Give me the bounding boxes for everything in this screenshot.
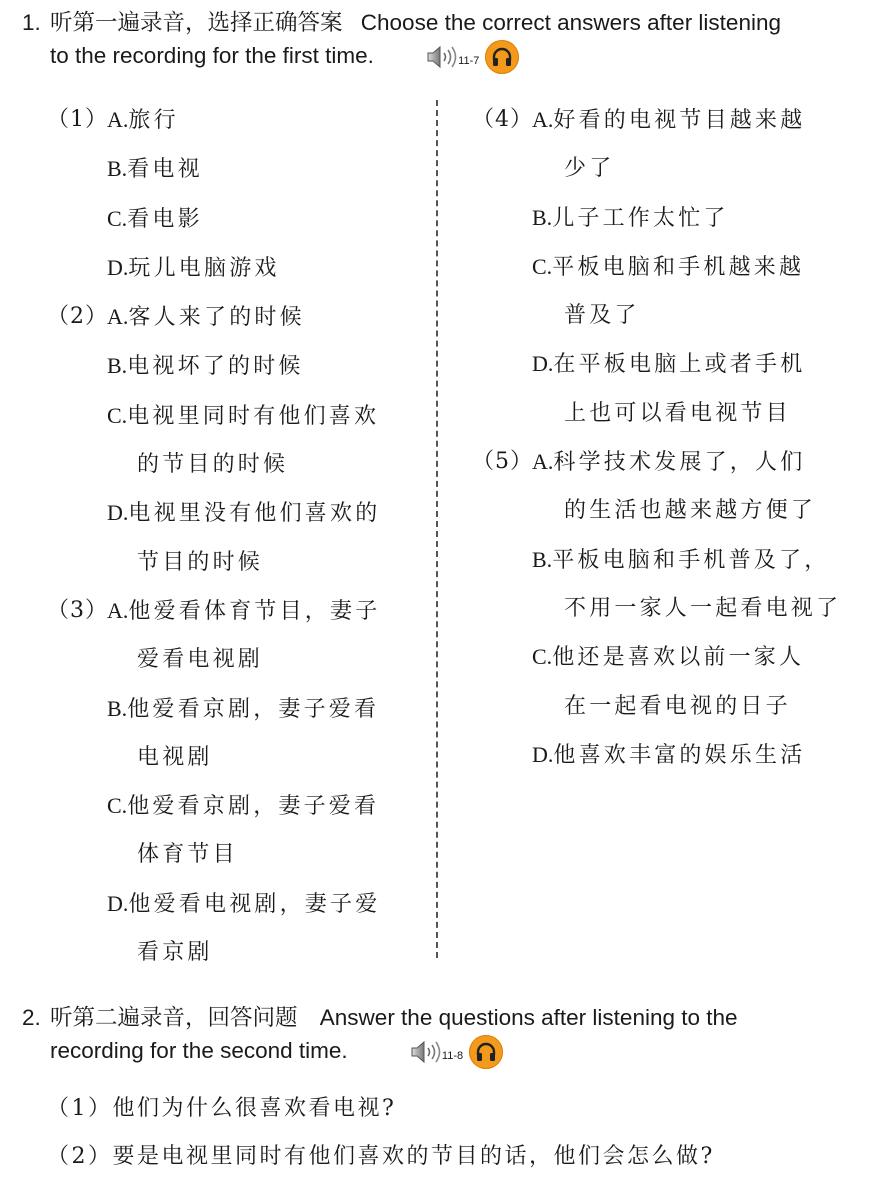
audio-track-11-8[interactable] [410, 1033, 503, 1071]
option-c[interactable]: C.他还是喜欢以前一家人 [532, 644, 805, 671]
speaker-icon[interactable] [410, 1040, 442, 1064]
option-a[interactable]: A.好看的电视节目越来越 [532, 107, 806, 133]
option-d[interactable]: D.玩儿电脑游戏 [107, 254, 280, 281]
option-d[interactable]: D.电视里没有他们喜欢的 [107, 500, 381, 527]
option-a-continued: 少了 [564, 156, 615, 182]
question-2 [47, 293, 432, 587]
section1-title-en-line2: to the recording for the first time. [50, 42, 374, 68]
option-b[interactable]: B.看电视 [107, 156, 203, 183]
question-5 [472, 438, 872, 780]
option-d[interactable]: D.他爱看电视剧，妻子爱 [107, 890, 381, 917]
option-a[interactable]: A.旅行 [107, 107, 179, 133]
question-number: （3） [47, 597, 108, 623]
option-d-continued: 节目的时候 [137, 549, 264, 575]
section2-title-en: Answer the questions after listening to the [319, 1005, 738, 1030]
option-c-continued: 的节目的时候 [137, 452, 289, 478]
option-a[interactable]: A.科学技术发展了，人们 [532, 449, 806, 476]
track-label: 11-8 [441, 1050, 464, 1062]
option-b[interactable]: B.电视坏了的时候 [107, 353, 304, 380]
section1-title-en: Choose the correct answers after listening [360, 10, 781, 35]
option-c-continued: 普及了 [564, 303, 640, 329]
option-b-continued: 电视剧 [137, 744, 213, 770]
left-column [47, 96, 432, 977]
section2-question-1: （1）他们为什么很喜欢看电视? [47, 1096, 397, 1121]
option-d-continued: 上也可以看电视节目 [564, 400, 791, 426]
question-1 [47, 96, 432, 293]
option-c[interactable]: C.电视里同时有他们喜欢 [107, 402, 380, 429]
section2-questions [47, 1085, 867, 1182]
question-number: （5） [472, 449, 533, 475]
option-b[interactable]: B.他爱看京剧，妻子爱看 [107, 695, 380, 722]
option-b[interactable]: B.平板电脑和手机普及了， [532, 546, 830, 573]
option-a-continued: 的生活也越来越方便了 [564, 498, 817, 524]
option-c[interactable]: C.他爱看京剧，妻子爱看 [107, 793, 380, 820]
track-label: 11-7 [458, 55, 480, 67]
question-4 [472, 96, 872, 438]
question-number: （4） [472, 107, 533, 132]
headphones-icon[interactable] [469, 1035, 503, 1069]
audio-track-11-7[interactable] [426, 38, 519, 76]
section2-heading [22, 1003, 862, 1071]
option-c-continued: 在一起看电视的日子 [564, 693, 791, 719]
option-a[interactable]: A.客人来了的时候 [107, 304, 305, 331]
question-number: （1） [47, 107, 108, 132]
section2-number: 2. [22, 1005, 41, 1030]
option-a[interactable]: A.他爱看体育节目，妻子 [107, 597, 381, 624]
section2-question-2: （2）要是电视里同时有他们喜欢的节目的话，他们会怎么做? [47, 1144, 715, 1170]
option-c[interactable]: C.平板电脑和手机越来越 [532, 253, 805, 280]
section1-title: 听第一遍录音，选择正确答案 [50, 10, 343, 35]
option-b-continued: 不用一家人一起看电视了 [564, 595, 842, 621]
question-3 [47, 587, 432, 977]
speaker-icon[interactable] [426, 45, 458, 69]
column-divider [436, 100, 438, 958]
section1-heading [22, 8, 862, 76]
option-b[interactable]: B.儿子工作太忙了 [532, 204, 729, 231]
option-d[interactable]: D.在平板电脑上或者手机 [532, 351, 806, 378]
headphones-icon[interactable] [485, 40, 519, 74]
section1-number: 1. [22, 10, 41, 35]
right-column [472, 96, 872, 780]
option-d-continued: 看京剧 [137, 940, 213, 966]
section2-title: 听第二遍录音，回答问题 [50, 1005, 298, 1030]
option-c[interactable]: C.看电影 [107, 205, 203, 232]
section2-title-en-line2: recording for the second time. [50, 1037, 348, 1063]
option-d[interactable]: D.他喜欢丰富的娱乐生活 [532, 741, 806, 768]
question-number: （2） [47, 304, 108, 330]
option-c-continued: 体育节目 [137, 842, 238, 868]
option-a-continued: 爱看电视剧 [137, 647, 264, 673]
